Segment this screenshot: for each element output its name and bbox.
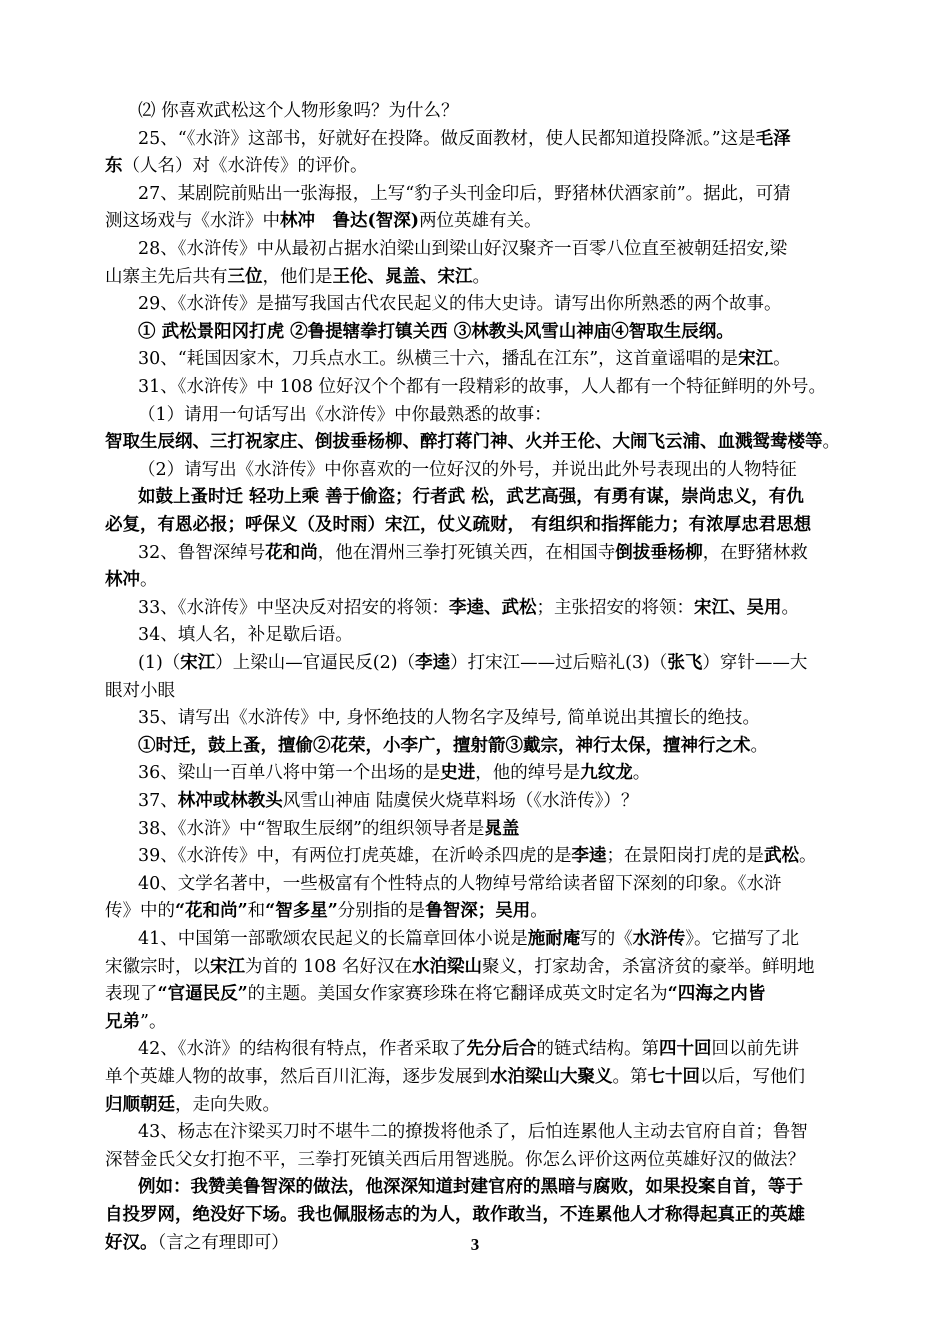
answer-text: 李逵、武松 [449,597,537,618]
question-text: （人名）对《水浒传》的评价。 [122,156,368,177]
question-text: 写的《 [580,929,633,949]
question-text: ；在景阳岗打虎的是 [606,846,765,867]
answer-text: “智多星” [265,901,338,922]
question-text: 。 [750,735,768,756]
question-text: 。 [799,846,817,867]
question-text: 为首的 108 名好汉在 [245,956,413,977]
answer-text: ①时迁，鼓上蚤，擅偷②花荣，小李广，擅射箭③戴宗，神行太保，擅神行之术 [138,735,751,756]
question-text: 回以前先讲 [711,1039,800,1060]
question-text: ，他在渭州三拳打死镇关西，在相国寺 [317,542,616,563]
answer-text: 花和尚 [265,542,318,563]
question-text: 单个英雄人物的故事，然后百川汇海，逐步发展到 [105,1067,490,1087]
answer-text: 水泊梁山 [412,956,483,977]
answer-text: 四十回 [659,1039,712,1060]
question-text: 》。它描写了北 [685,929,800,949]
question-text: ⑵ 你喜欢武松这个人物形象吗？为什么？ [138,101,459,121]
answer-text: 倒拔垂杨柳 [615,542,703,563]
answer-text: 林冲 [105,570,140,591]
question-text: 42、《水浒》的结构很有特点，作者采取了 [138,1039,467,1060]
answer-text: 三位 [227,266,263,287]
answer-text: 智取生辰纲、三打祝家庄、倒拔垂杨柳、醉打蒋门神、火并王伦、大闹飞云浦、血溅鸳鸯楼等 [105,432,823,453]
question-text: 测这场戏与《水浒》中 [105,211,280,232]
question-text: 。 [530,901,548,922]
question-text: 。 [822,432,840,453]
answer-text: 例如：我赞美鲁智深的做法，他深深知道封建官府的黑暗与腐败，如果投案自首，等于 [138,1177,803,1198]
question-text: （2）请写出《水浒传》中你喜欢的一位好汉的外号，并说出此外号表现出的人物特征 [138,459,797,480]
question-text: 的主题。美国女作家赛珍珠在将它翻译成英文时定名为 [247,984,668,1005]
question-text: 风雪山神庙 陆虞侯火烧草料场（《水浒传》）？ [282,791,639,811]
question-text: 40、文学名著中，一些极富有个性特点的人物绰号常给读者留下深刻的印象。《水浒 [138,873,782,894]
question-text: ”。 [140,1011,167,1032]
question-text: 。 [140,570,158,591]
question-text: 和 [247,901,266,922]
answer-text: 李逵 [415,653,451,673]
question-text: 34、填人名，补足歇后语。 [138,625,353,646]
answer-text: 武松 [764,846,800,867]
answer-text: 自投罗网，绝没好下场。我也佩服杨志的为人，敢作敢当，不连累他人才称得起真正的英雄 [105,1205,805,1225]
question-text: 分别指的是 [337,901,426,922]
question-text: 的链式结构。第 [536,1039,660,1060]
answer-text: 必复，有恩必报；呼保义（及时雨）宋江，仗义疏财， 有组织和指挥能力；有浓厚忠君思想 [105,515,812,535]
question-text: 37、 [138,791,178,811]
question-text: 宋徽宗时，以 [105,956,210,977]
answer-text: 王伦、晁盖、宋江 [332,266,473,287]
answer-text: 九纹龙 [580,763,633,784]
question-text: 30、“耗国因家木，刀兵点水工。纵横三十六，播乱在江东”，这首童谣唱的是 [138,349,739,370]
answer-text: 张飞 [667,653,703,673]
question-text: 35、请写出《水浒传》中, 身怀绝技的人物名字及绰号, 简单说出其擅长的绝技。 [138,708,761,729]
question-text: 聚义，打家劫舍，杀富济贫的豪举。鲜明地 [482,956,815,977]
answer-text: 宋江 [210,956,245,977]
answer-text: “四海之内皆 [667,984,766,1005]
question-text: 传》中的 [105,901,175,922]
answer-text: 好汉。 [105,1232,158,1253]
question-text: 两位英雄有关。 [419,211,542,232]
question-text: 山寨主先后共有 [105,266,228,287]
question-text: 深替金氏父女打抱不平，三拳打死镇关西后用智逃脱。你怎么评价这两位英雄好汉的做法？ [105,1149,805,1170]
question-text: 32、鲁智深绰号 [138,542,266,563]
question-text: 。 [472,266,490,287]
page-number: 3 [470,1235,480,1254]
question-text: ，在野猪林救 [702,542,808,563]
answer-text: 兄弟 [105,1011,140,1032]
answer-text: “花和尚” [175,901,248,922]
question-text: （言之有理即可） [157,1232,289,1253]
question-text: 28、《水浒传》中从最初占据水泊梁山到梁山好汉聚齐一百零八位直至被朝廷招安,梁 [138,239,788,259]
question-text: 。 [632,763,651,784]
question-text: 41、中国第一部歌颂农民起义的长篇章回体小说是 [138,929,528,949]
question-text: ；主张招安的将领： [536,597,695,618]
question-text: 。 [781,597,800,618]
question-text: 43、杨志在汴梁买刀时不堪牛二的撩拨将他杀了，后怕连累他人主动去官府自首；鲁智 [138,1122,808,1143]
answer-text: 七十回 [647,1067,700,1087]
answer-text: “官逼民反” [157,984,248,1005]
question-text: 25、“《水浒》这部书，好就好在投降。做反面教材，使人民都知道投降派。”这是 [138,128,756,149]
answer-text: 东 [105,156,123,177]
question-text: ）穿针——大 [702,653,808,673]
question-text: 38、《水浒》中“智取生辰纲”的组织领导者是 [138,818,485,839]
question-text: ，走向失败。 [175,1094,280,1115]
question-text: (1)（ [138,653,181,673]
question-text: 表现了 [105,984,158,1005]
question-text: 。 [773,349,791,370]
answer-text: 林冲或林教头 [177,791,283,811]
question-text: 36、梁山一百单八将中第一个出场的是 [138,763,441,784]
answer-text: 毛泽 [755,128,791,149]
answer-text: 宋江 [738,349,774,370]
question-text: 39、《水浒传》中，有两位打虎英雄，在沂岭杀四虎的是 [138,846,572,867]
answer-text: 水浒传 [632,929,686,949]
answer-text: 晁盖 [484,818,520,839]
question-text: ，他们是 [262,266,333,287]
question-text: 以后，写他们 [700,1067,805,1087]
answer-text: 宋江 [180,653,216,673]
answer-text: 宋江、吴用 [694,597,782,618]
question-text: 33、《水浒传》中坚决反对招安的将领： [138,597,450,618]
answer-text: 林冲 鲁达(智深) [280,211,420,232]
answer-text: 鲁智深；吴用 [425,901,531,922]
answer-text: ① 武松景阳冈打虎 ②鲁提辖拳打镇关西 ③林教头风雪山神庙④智取生辰纲。 [138,321,734,342]
question-text: 29、《水浒传》是描写我国古代农民起义的伟大史诗。请写出你所熟悉的两个故事。 [138,294,782,315]
question-text: （1）请用一句话写出《水浒传》中你最熟悉的故事： [138,404,552,425]
answer-text: 如鼓上蚤时迁 轻功上乘 善于偷盗；行者武 松，武艺高强，有勇有谋，崇尚忠义，有仇 [138,487,804,508]
question-text: 眼对小眼 [105,680,175,701]
answer-text: 水泊梁山大聚义 [490,1067,613,1087]
question-text: ）打宋江——过后赔礼(3)（ [450,653,668,673]
answer-text: 归顺朝廷 [105,1094,175,1115]
answer-text: 先分后合 [466,1039,537,1060]
question-text: 27、某剧院前贴出一张海报，上写“豹子头刊金印后，野猪林伏酒家前”。据此，可猜 [138,183,791,204]
answer-text: 史进 [440,763,476,784]
question-text: ，他的绰号是 [475,763,581,784]
answer-text: 施耐庵 [527,929,581,949]
question-text: 。第 [612,1067,648,1087]
question-text: 31、《水浒传》中 108 位好汉个个都有一段精彩的故事，人人都有一个特征鲜明的外号。 [138,377,827,397]
question-text: ）上梁山—官逼民反(2)（ [215,653,416,673]
answer-text: 李逵 [571,846,607,867]
